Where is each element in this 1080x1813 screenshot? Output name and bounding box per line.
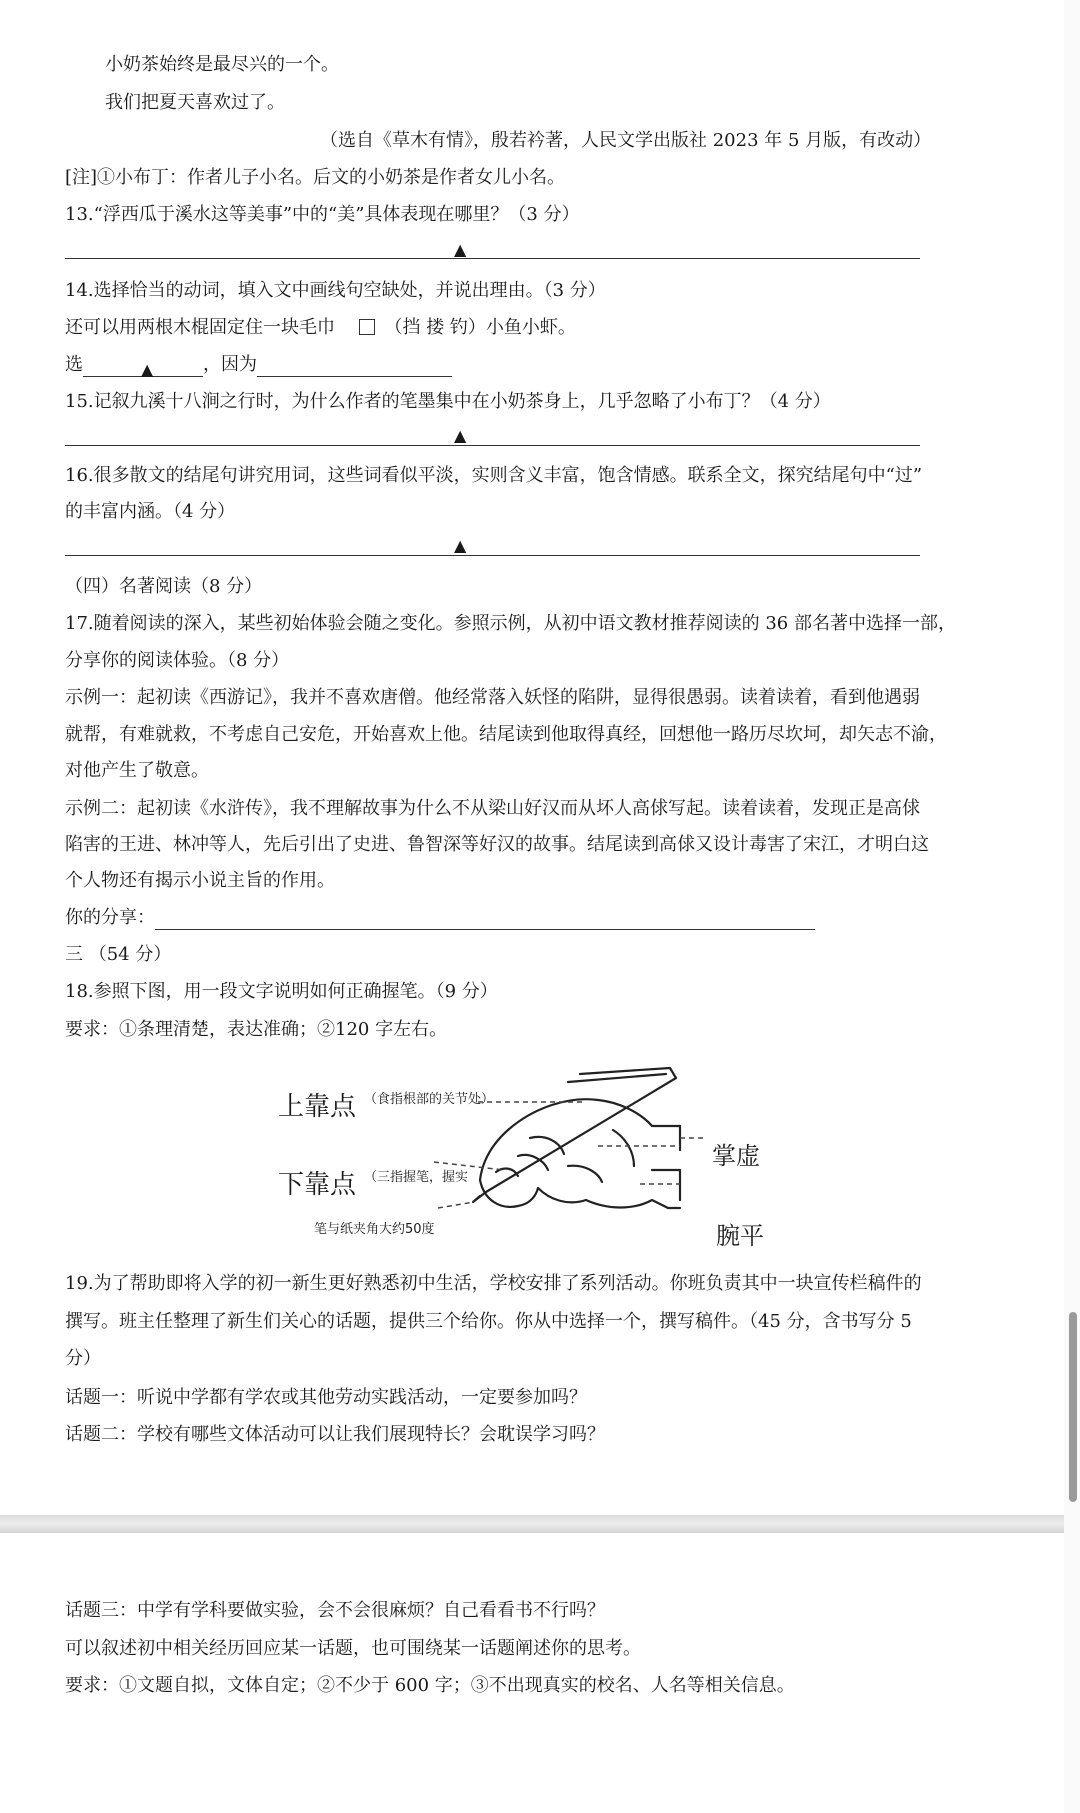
question-17: 分享你的阅读体验。（8 分） — [65, 650, 290, 671]
example-1: 示例一：起初读《西游记》，我并不喜欢唐僧。他经常落入妖怪的陷阱，显得很愚弱。读着读着，看到他遇弱 — [65, 687, 920, 708]
instruction: 可以叙述初中相关经历回应某一话题，也可围绕某一话题阐述你的思考。 — [65, 1638, 641, 1659]
example-2: 示例二：起初读《水浒传》，我不理解故事为什么不从梁山好汉而从坏人高俅写起。读着读着，发现正是高俅 — [65, 798, 920, 819]
question-19: 分） — [65, 1348, 101, 1369]
answer-marker: ▲ — [454, 536, 467, 555]
reason-blank[interactable] — [257, 356, 452, 377]
question-13: 13.“浮西瓜于溪水这等美事”中的“美”具体表现在哪里？（3 分） — [65, 204, 580, 225]
question-14-answer — [65, 353, 452, 377]
upper-point-label: 上靠点 — [278, 1092, 357, 1122]
page-separator — [0, 1515, 1064, 1533]
answer-line-16[interactable] — [65, 555, 920, 556]
sentence-part: 还可以用两根木棍固定住一块毛巾 — [65, 317, 335, 338]
scrollbar[interactable] — [1064, 0, 1080, 1813]
because-label: ，因为 — [203, 354, 257, 375]
share-line — [65, 906, 815, 930]
select-label: 选 — [65, 354, 83, 375]
question-14-sentence — [65, 316, 576, 340]
upper-point-note: （食指根部的关节处） — [364, 1092, 495, 1107]
question-15: 15.记叙九溪十八涧之行时，为什么作者的笔墨集中在小奶茶身上，几乎忽略了小布丁？（4 分） — [65, 391, 831, 412]
answer-line-15[interactable] — [65, 445, 920, 446]
text-line: 小奶茶始终是最尽兴的一个。 — [105, 54, 339, 75]
topic-2: 话题二：学校有哪些文体活动可以让我们展现特长？会耽误学习吗？ — [65, 1424, 605, 1445]
answer-marker: ▲ — [454, 240, 467, 259]
question-16: 16.很多散文的结尾句讲究用词，这些词看似平淡，实则含义丰富，饱含情感。联系全文，探究结尾句中“过” — [65, 465, 923, 486]
source-citation: （选自《草木有情》，殷若衿著，人民文学出版社 2023 年 5 月版，有改动） — [320, 130, 932, 151]
question-19: 19.为了帮助即将入学的初一新生更好熟悉初中生活，学校安排了系列活动。你班负责其中一块宣传栏稿件的 — [65, 1273, 922, 1294]
example-1: 对他产生了敬意。 — [65, 760, 209, 781]
requirement: 要求：①文题自拟，文体自定；②不少于 600 字；③不出现真实的校名、人名等相关信息。 — [65, 1675, 795, 1696]
select-blank[interactable] — [83, 356, 203, 377]
topic-3: 话题三：中学有学科要做实验，会不会很麻烦？自己看看书不行吗？ — [65, 1600, 605, 1621]
question-19: 撰写。班主任整理了新生们关心的话题，提供三个给你。你从中选择一个，撰写稿件。（45 分，含书写分 5 — [65, 1311, 912, 1332]
question-14: 14.选择恰当的动词，填入文中画线句空缺处，并说出理由。（3 分） — [65, 280, 606, 301]
text-line: 我们把夏天喜欢过了。 — [105, 92, 285, 113]
palm-label: 掌虚 — [712, 1142, 760, 1170]
example-2: 个人物还有揭示小说主旨的作用。 — [65, 870, 335, 891]
topic-1: 话题一：听说中学都有学农或其他劳动实践活动，一定要参加吗？ — [65, 1387, 587, 1408]
pen-grip-figure — [268, 1060, 808, 1260]
section-heading: （四）名著阅读（8 分） — [65, 576, 263, 597]
angle-note: 笔与纸夹角大约50度 — [314, 1222, 435, 1237]
answer-marker: ▲ — [454, 426, 467, 445]
example-2: 陷害的王进、林冲等人，先后引出了史进、鲁智深等好汉的故事。结尾读到高俅又设计毒害了宋江，才明白这 — [65, 834, 929, 855]
verb-options: （挡 搂 钓）小鱼小虾。 — [384, 317, 576, 338]
exam-page-2 — [0, 1533, 1064, 1813]
answer-line-13[interactable] — [65, 258, 920, 259]
question-17: 17.随着阅读的深入，某些初始体验会随之变化。参照示例，从初中语文教材推荐阅读的 36 部名著中选择一部， — [65, 613, 956, 634]
wrist-label: 腕平 — [716, 1222, 764, 1250]
lower-point-note: （三指握笔，握实 — [364, 1170, 469, 1185]
answer-marker: ▲ — [141, 360, 154, 379]
share-blank[interactable] — [155, 909, 815, 930]
question-18-requirement: 要求：①条理清楚，表达准确；②120 字左右。 — [65, 1019, 448, 1040]
scrollbar-thumb[interactable] — [1069, 1312, 1077, 1502]
example-1: 就帮，有难就救，不考虑自己安危，开始喜欢上他。结尾读到他取得真经，回想他一路历尽坎坷，却矢志不渝， — [65, 724, 947, 745]
share-label: 你的分享： — [65, 907, 155, 928]
question-16: 的丰富内涵。（4 分） — [65, 501, 236, 522]
blank-box[interactable] — [359, 319, 375, 335]
question-18: 18.参照下图，用一段文字说明如何正确握笔。（9 分） — [65, 981, 498, 1002]
footnote: [注]①小布丁：作者儿子小名。后文的小奶茶是作者女儿小名。 — [65, 167, 566, 188]
lower-point-label: 下靠点 — [278, 1170, 357, 1200]
section-heading: 三 （54 分） — [65, 944, 172, 965]
